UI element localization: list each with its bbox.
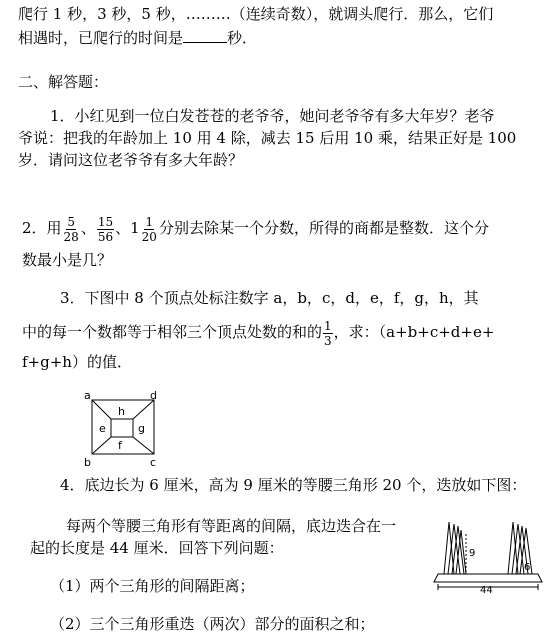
base-label: 6 — [524, 562, 531, 573]
diagonal-c-f — [133, 437, 154, 454]
q2-line-1 — [22, 208, 489, 248]
label-c: c — [150, 456, 157, 469]
section-heading: 二、解答题： — [18, 73, 109, 91]
label-f: f — [118, 439, 122, 452]
q3-line-2 — [22, 314, 494, 350]
octagon-vertex-figure — [80, 388, 170, 474]
q2-f3-num: 1 — [145, 214, 154, 229]
q4-line-3: 起的长度是 44 厘米．回答下列问题： — [30, 539, 284, 557]
label-b: b — [84, 456, 91, 469]
q3-line-2-text: 中的每一个数都等于相邻三个顶点处数的和的 — [22, 323, 323, 341]
q1-line-2: 爷说：把我的年龄加上 10 用 4 除，减去 15 后用 10 乘，结果正好是 100 — [18, 129, 517, 147]
label-d: d — [150, 389, 157, 402]
q2-f1-den: 28 — [63, 229, 79, 244]
diagonal-d-h — [133, 400, 154, 419]
q3-line-1: 3．下图中 8 个顶点处标注数字 a，b，c，d，e，f，g，h，其 — [60, 289, 479, 307]
top-line-1: 爬行 1 秒，3 秒，5 秒，………（连续奇数），就调头爬行．那么，它们 — [18, 5, 494, 23]
diagonal-b-f — [92, 437, 111, 454]
q3-frac-num: 1 — [324, 318, 332, 333]
q2-fraction-2 — [97, 215, 114, 244]
base-band — [434, 574, 542, 582]
top-line-2 — [18, 28, 257, 48]
label-e: e — [99, 422, 106, 435]
stacked-triangles-figure — [432, 512, 548, 594]
q4-sub-1: （1）两个三角形的间隔距离； — [50, 577, 255, 595]
q2-f2-num: 15 — [97, 214, 114, 229]
inner-square — [111, 419, 133, 437]
q3-line-3: f+g+h）的值． — [22, 353, 132, 371]
diagonal-a-h — [92, 400, 111, 419]
top-line-2-text: 相遇时，已爬行的时间是 — [18, 29, 184, 47]
q2-fraction-1 — [63, 215, 80, 244]
total-length-label: 44 — [480, 585, 493, 594]
label-g: g — [138, 422, 145, 435]
q3-frac-den: 3 — [324, 333, 332, 348]
top-line-2-suffix: 秒． — [227, 29, 258, 47]
q1-line-1: 1．小红见到一位白发苍苍的老爷爷，她问老爷爷有多大年岁？老爷 — [50, 107, 495, 125]
q2-line-2: 数最小是几？ — [22, 251, 113, 269]
q2-f1-num: 5 — [67, 214, 75, 229]
q2-fraction-3 — [141, 215, 158, 244]
q2-f2-den: 56 — [97, 229, 114, 244]
q3-fraction — [323, 319, 333, 348]
label-h: h — [118, 405, 125, 418]
q4-line-1: 4．底边长为 6 厘米，高为 9 厘米的等腰三角形 20 个，迭放如下图： — [60, 476, 527, 494]
q2-suffix: 分别去除某一个分数，所得的商都是整数．这个分 — [158, 219, 489, 237]
q3-line-2-suffix: ，求：（a+b+c+d+e+ — [333, 323, 495, 341]
q4-sub-2: （2）三个三角形重迭（两次）部分的面积之和； — [50, 615, 375, 633]
label-a: a — [84, 389, 91, 402]
q2-sep-1: 、 — [80, 219, 96, 237]
q1-line-3: 岁．请问这位老爷爷有多大年龄？ — [18, 151, 244, 169]
q2-sep-2: 、1 — [115, 219, 140, 237]
height-label: 9 — [469, 548, 476, 559]
q4-line-2: 每两个等腰三角形有等距离的间隔，底边迭合在一 — [66, 517, 397, 535]
q2-prefix: 2．用 — [22, 219, 62, 237]
answer-blank — [183, 28, 227, 43]
q2-f3-den: 20 — [141, 229, 157, 244]
